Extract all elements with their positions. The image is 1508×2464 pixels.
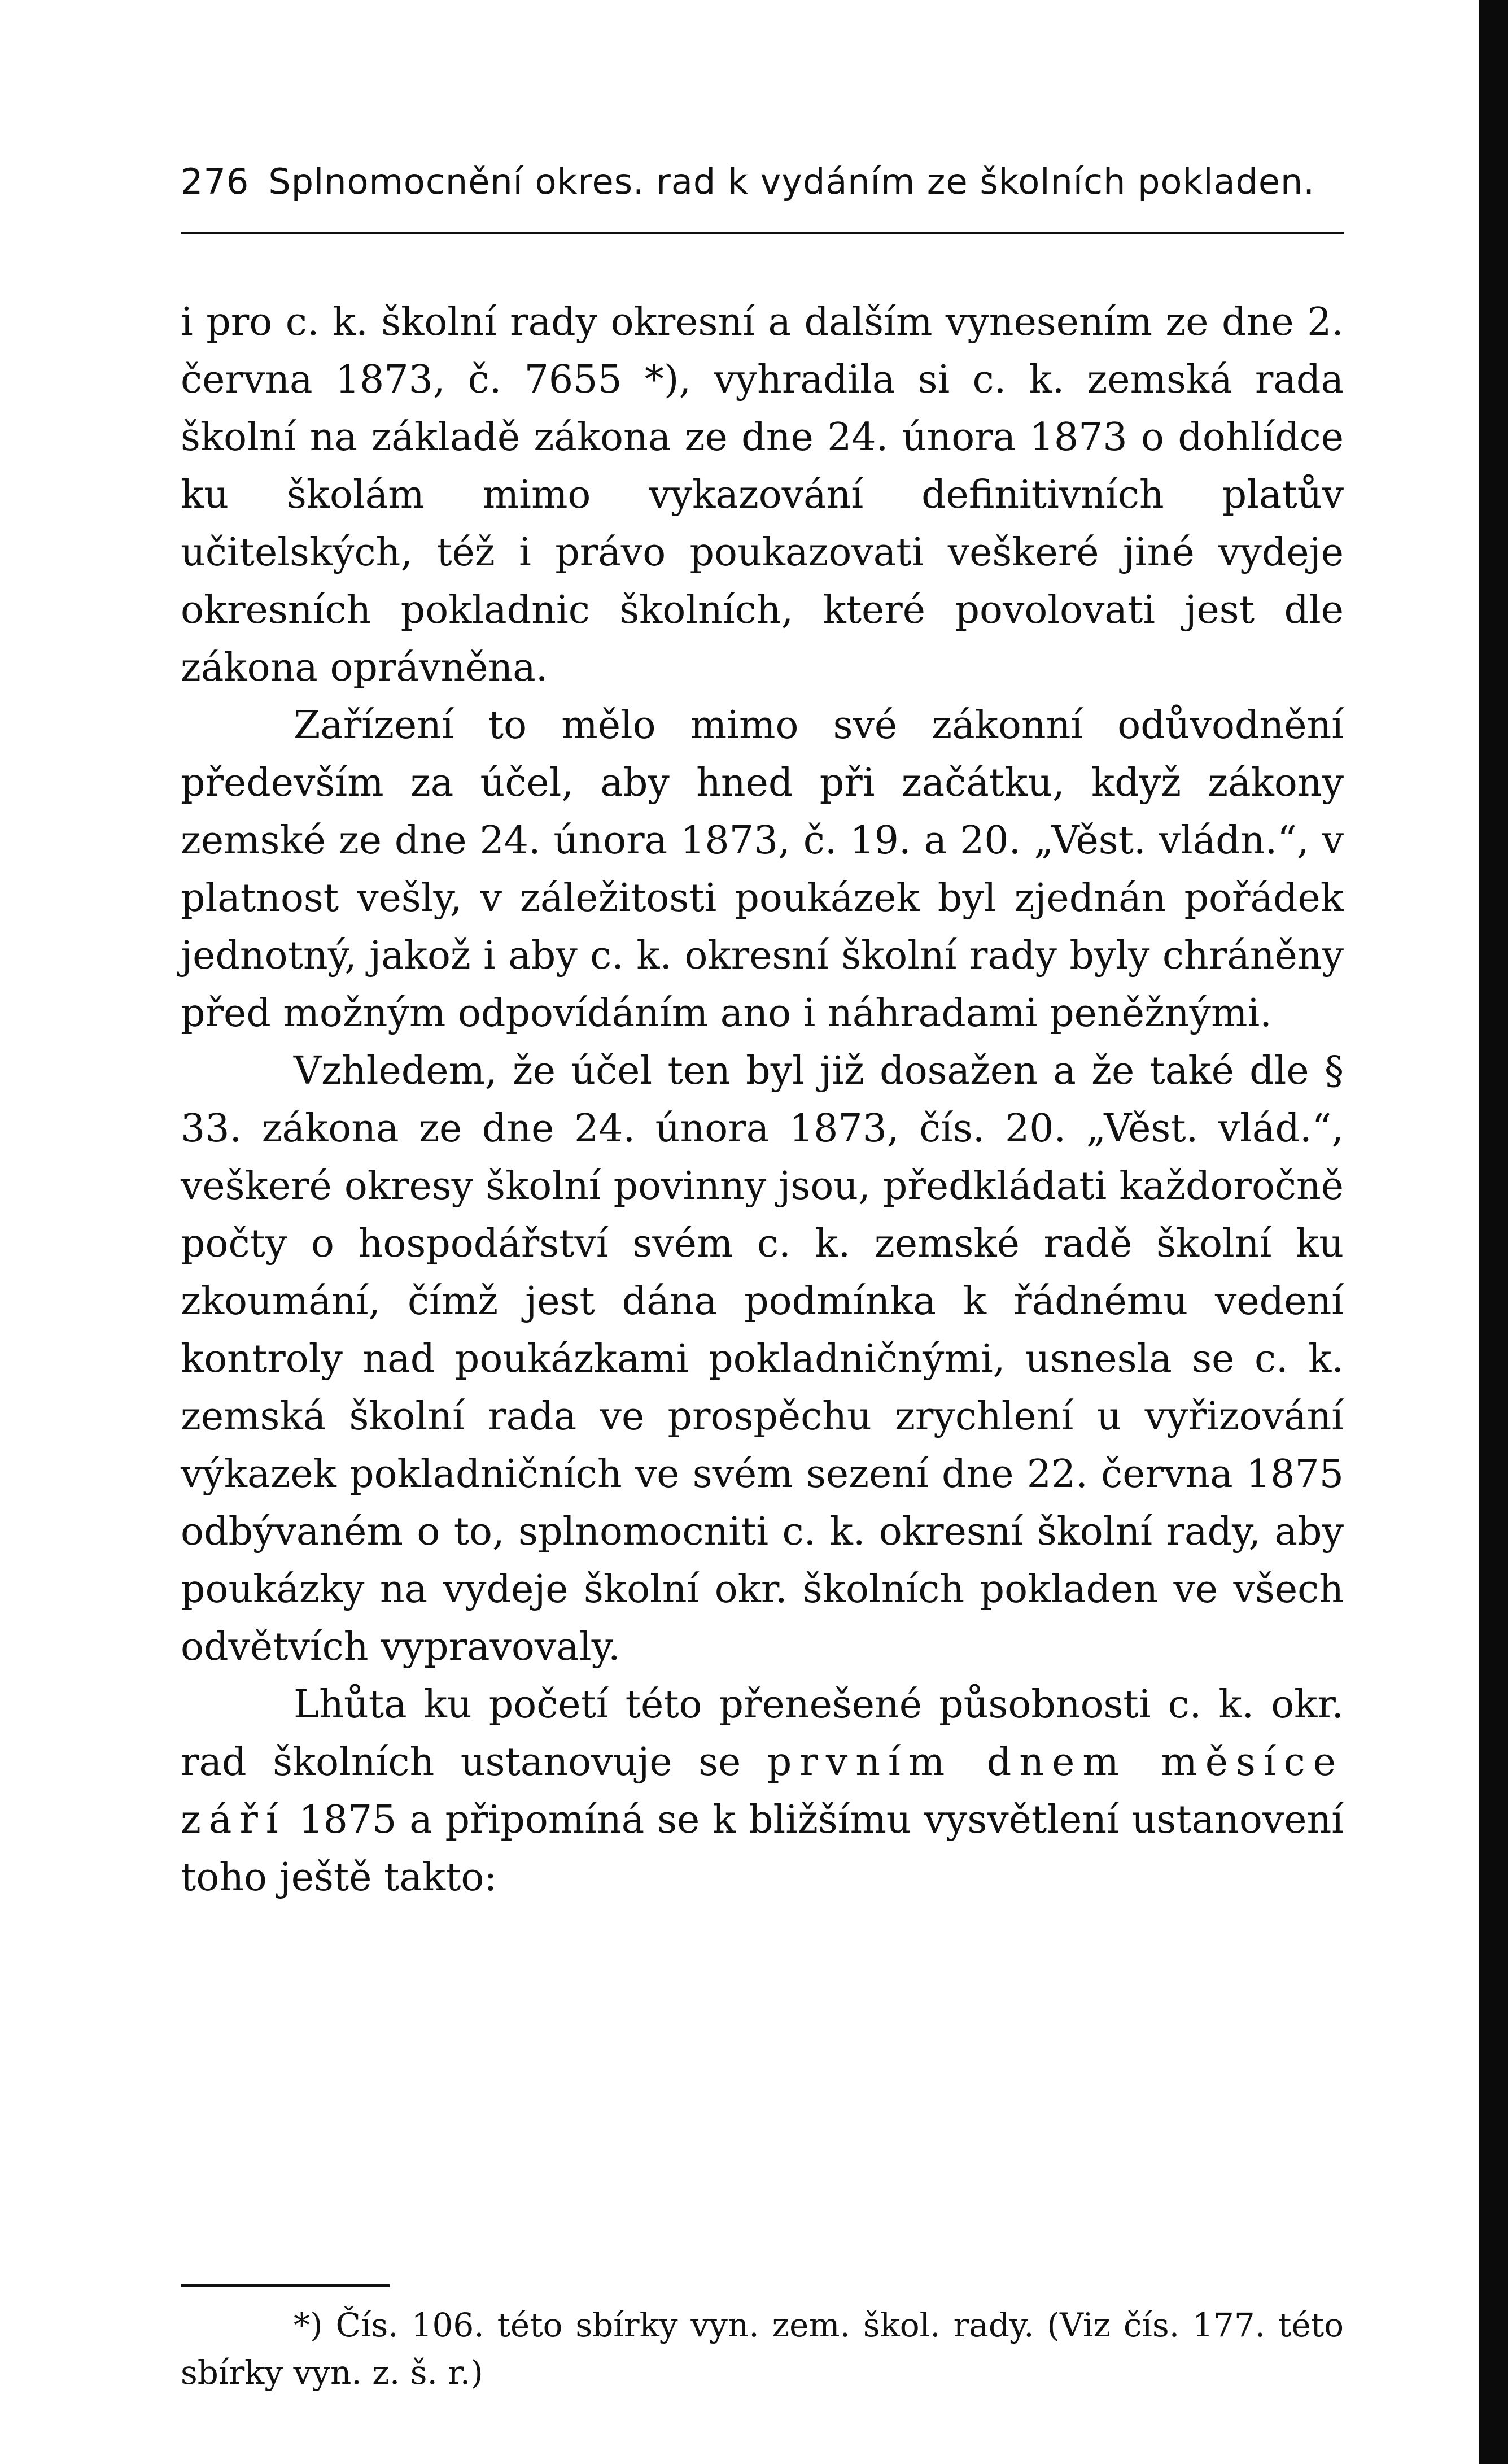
footnote-rule	[181, 2284, 390, 2287]
paragraph-4	[181, 1676, 1344, 1907]
paragraph-1: i pro c. k. školní rady okresní a dalším vynesením ze dne 2. června 1873, č. 7655 *), vyhradila si c. k. zemská rada školní na základě zákona ze dne 24. února 1873 o dohlídce ku školám mimo vykazování definitivních platův učitelských, též i právo poukazovati veškeré jiné vydeje okresních pokladnic školních, které povolovati jest dle zákona oprávněna.	[181, 300, 1344, 690]
paragraph-2: Zařízení to mělo mimo své zákonní odůvodnění především za účel, aby hned při začátku, když zákony zemské ze dne 24. února 1873, č. 19. a 20. „Věst. vládn.“, v platnost vešly, v záležitosti poukázek byl zjednán pořádek jednotný, jakož i aby c. k. okresní školní rady byly chráněny před možným odpovídáním ano i náhradami peněžnými.	[181, 703, 1344, 1036]
paragraph-4-emphasis: prvním dnem měsíce září	[181, 1740, 1344, 1842]
footnote	[181, 2301, 1344, 2396]
header-rule	[181, 232, 1344, 234]
page-header	[181, 161, 1344, 212]
paragraph-4-end: 1875 a připomíná se k bližšímu vysvětlení ustanovení toho ještě takto:	[181, 1798, 1344, 1900]
running-title: Splnomocnění okres. rad k vydáním ze školních pokladen.	[268, 161, 1315, 202]
page-edge-shadow	[1479, 0, 1508, 2464]
body-text	[181, 294, 1344, 1907]
footnote-text: *) Čís. 106. této sbírky vyn. zem. škol. rady. (Viz čís. 177. této sbírky vyn. z. š. r.)	[181, 2306, 1344, 2392]
page-number: 276	[181, 161, 250, 202]
paragraph-4-start: Lhůta ku početí této přenešené působnosti c. k. okr. rad školních ustanovuje se	[181, 1682, 1344, 1785]
paragraph-3: Vzhledem, že účel ten byl již dosažen a že také dle § 33. zákona ze dne 24. února 1873, čís. 20. „Věst. vlád.“, veškeré okresy školní povinny jsou, předkládati každoročně počty o hospodářství svém c. k. zemské radě školní ku zkoumání, čímž jest dána podmínka k řádnému vedení kontroly nad poukázkami pokladničnými, usnesla se c. k. zemská školní rada ve prospěchu zrychlení u vyřizování výkazek pokladničních ve svém sezení dne 22. června 1875 odbývaném o to, splnomocniti c. k. okresní školní rady, aby poukázky na vydeje školní okr. školních pokladen ve všech odvětvích vypravovaly.	[181, 1049, 1344, 1669]
